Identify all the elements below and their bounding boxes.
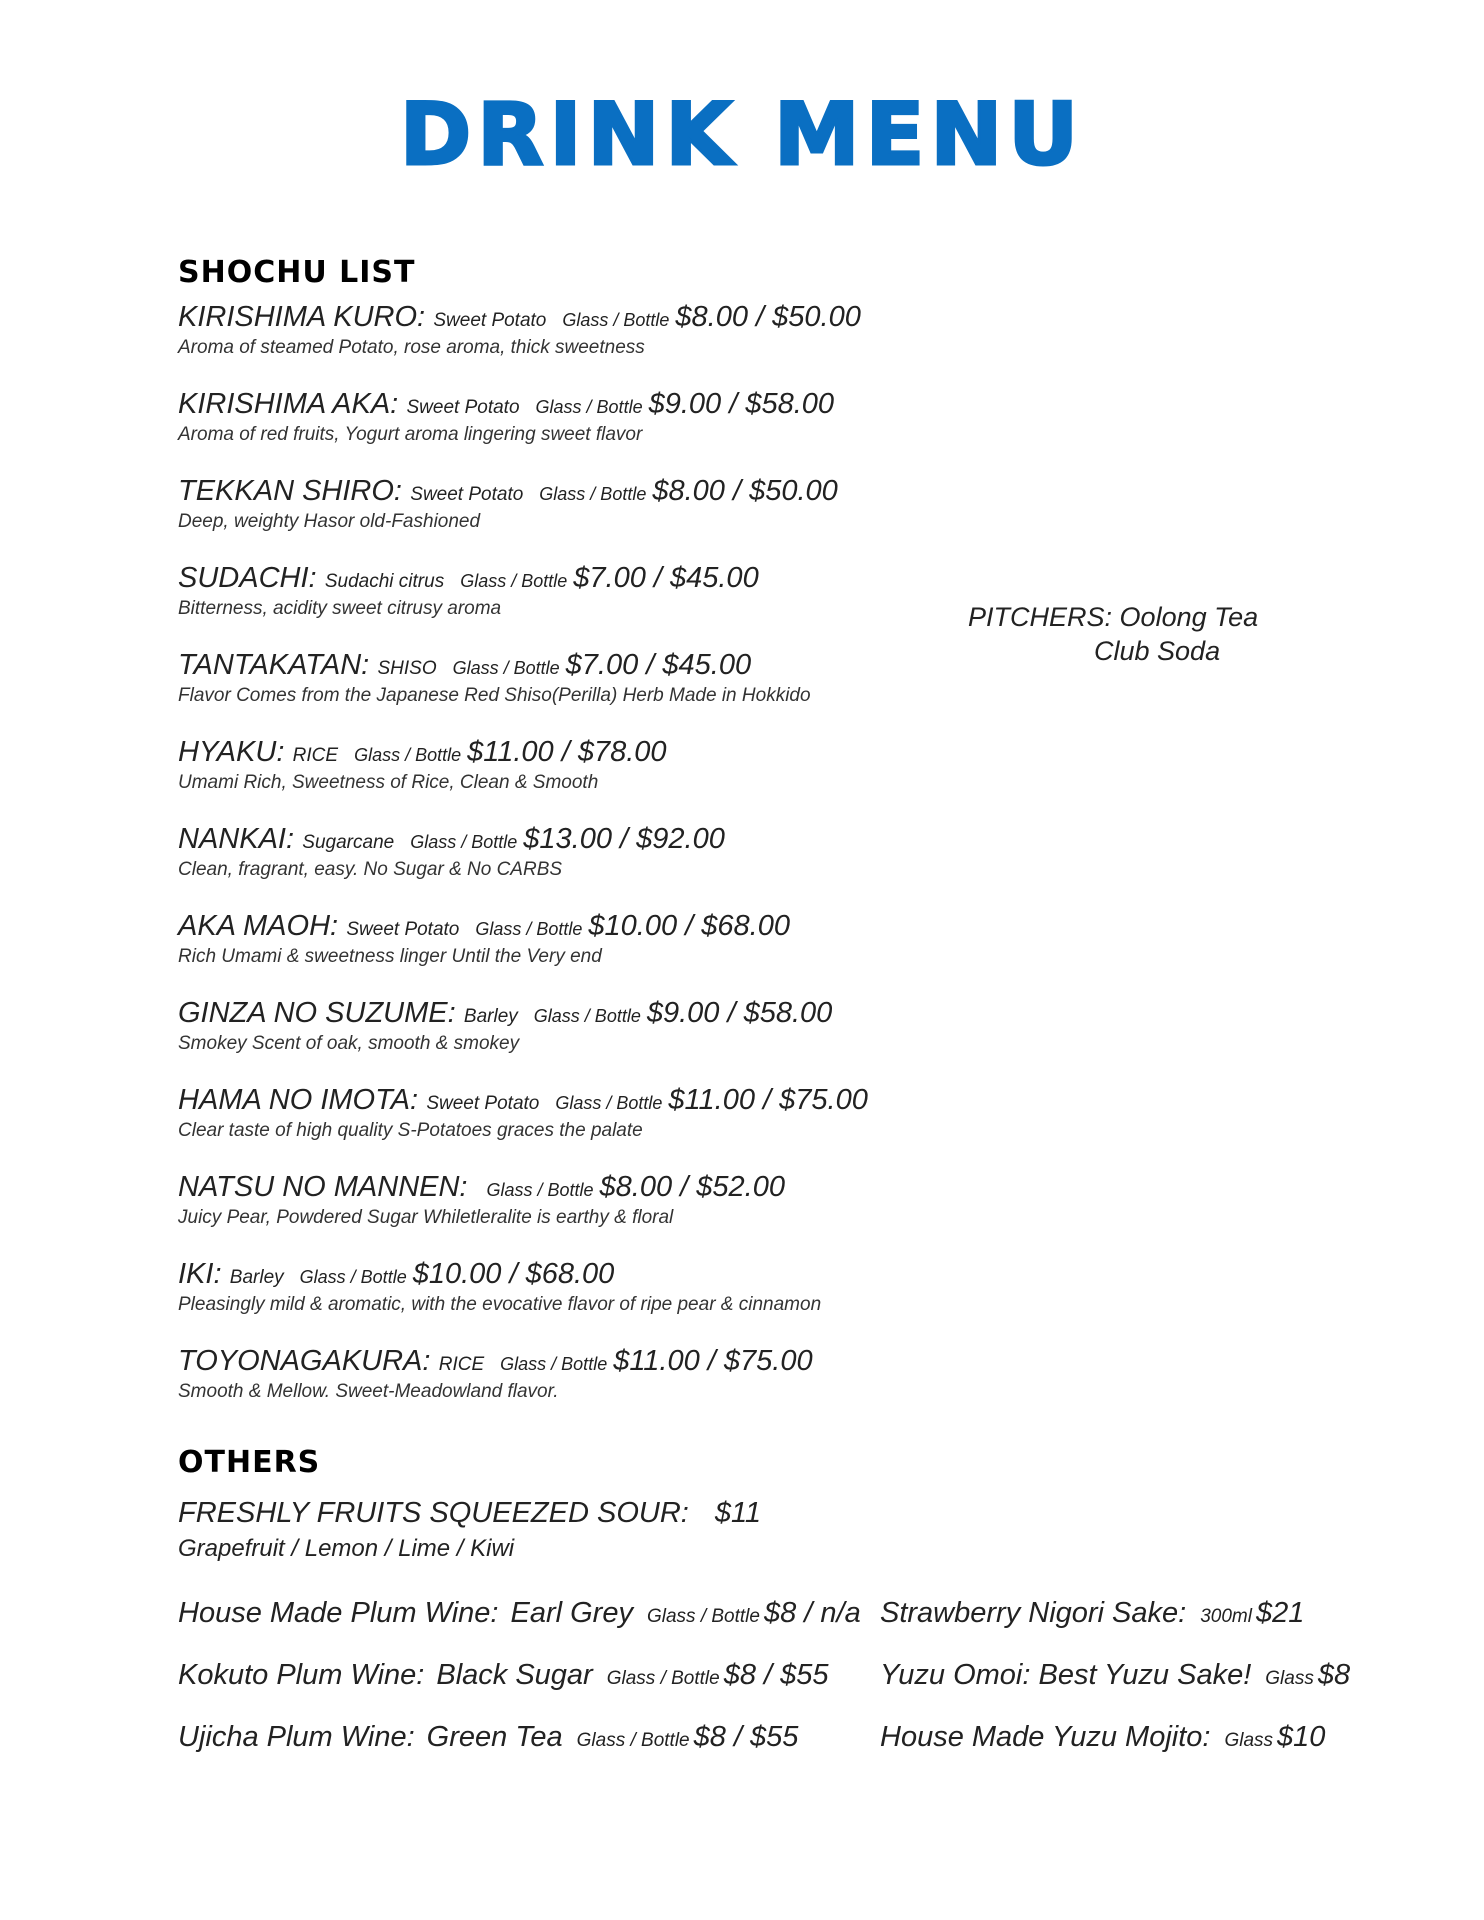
sake-item: [880, 1596, 1304, 1635]
shochu-item-line: [178, 476, 978, 511]
glass-bottle-label: Glass / Bottle: [562, 310, 670, 330]
plum-wine-name: Kokuto Plum Wine:: [178, 1659, 425, 1691]
shochu-description: Aroma of steamed Potato, rose aroma, thick sweetness: [178, 337, 645, 358]
glass-bottle-label: Glass / Bottle: [535, 397, 643, 417]
pitchers-club-soda: Club Soda: [1094, 636, 1221, 666]
shochu-price: $9.00 / $58.00: [646, 997, 833, 1029]
glass-bottle-label: Glass / Bottle: [460, 571, 568, 591]
shochu-item-line: [178, 911, 978, 946]
shochu-item: [178, 1346, 978, 1433]
shochu-item: [178, 737, 978, 824]
shochu-name: TEKKAN SHIRO:: [178, 475, 402, 507]
sake-size: Glass: [1224, 1730, 1274, 1751]
shochu-base: Sugarcane: [297, 832, 395, 853]
plum-wine-name: Ujicha Plum Wine:: [178, 1721, 415, 1753]
plum-wine-item: [178, 1658, 829, 1697]
shochu-base: Sweet Potato: [421, 1093, 540, 1114]
shochu-item: [178, 998, 978, 1085]
shochu-base: Barley: [224, 1267, 284, 1288]
shochu-price: $10.00 / $68.00: [588, 910, 790, 942]
sour-item: [178, 1496, 761, 1535]
shochu-description: Aroma of red fruits, Yogurt aroma lingering sweet flavor: [178, 424, 643, 445]
glass-bottle-label: Glass / Bottle: [533, 1006, 641, 1026]
sake-name: House Made Yuzu Mojito:: [880, 1721, 1211, 1753]
others-heading: OTHERS: [178, 1445, 321, 1480]
shochu-item: [178, 1172, 978, 1259]
plum-wine-flavor: Earl Grey: [510, 1597, 633, 1629]
shochu-base: RICE: [287, 745, 339, 766]
plum-wine-name: House Made Plum Wine:: [178, 1597, 499, 1629]
shochu-price: $8.00 / $50.00: [675, 301, 861, 333]
shochu-item: [178, 1085, 978, 1172]
glass-bottle-label: Glass / Bottle: [539, 484, 647, 504]
shochu-description: Umami Rich, Sweetness of Rice, Clean & Smooth: [178, 772, 599, 793]
pitchers-oolong: Oolong Tea: [1119, 602, 1259, 632]
plum-wine-flavor: Black Sugar: [436, 1659, 593, 1691]
shochu-base: SHISO: [372, 658, 437, 679]
shochu-price: $9.00 / $58.00: [648, 388, 835, 420]
shochu-item: [178, 1259, 978, 1346]
shochu-item: [178, 302, 978, 389]
shochu-item-line: [178, 737, 978, 772]
page-title: DRINK MENU: [399, 85, 1085, 185]
shochu-price: $10.00 / $68.00: [412, 1258, 615, 1290]
shochu-name: SUDACHI:: [178, 562, 317, 594]
shochu-price: $7.00 / $45.00: [573, 562, 759, 594]
shochu-item: [178, 476, 978, 563]
shochu-item: [178, 824, 978, 911]
shochu-item-line: [178, 998, 978, 1033]
shochu-base: Sudachi citrus: [319, 571, 445, 592]
shochu-base: RICE: [433, 1354, 485, 1375]
sour-flavors: Grapefruit / Lemon / Lime / Kiwi: [178, 1535, 515, 1562]
sour-price: $11: [714, 1497, 762, 1529]
glass-bottle-label: Glass / Bottle: [606, 1668, 720, 1689]
sake-name: Strawberry Nigori Sake:: [880, 1597, 1187, 1629]
shochu-description: Deep, weighty Hasor old-Fashioned: [178, 511, 481, 532]
shochu-item: [178, 389, 978, 476]
shochu-base: Sweet Potato: [428, 310, 547, 331]
shochu-price: $11.00 / $75.00: [613, 1345, 813, 1377]
shochu-name: IKI:: [178, 1258, 222, 1290]
glass-bottle-label: Glass / Bottle: [299, 1267, 407, 1287]
shochu-description: Clean, fragrant, easy. No Sugar & No CARBS: [178, 859, 563, 880]
sake-item: [880, 1658, 1350, 1697]
shochu-base: Barley: [458, 1006, 518, 1027]
shochu-item-line: [178, 563, 978, 598]
shochu-description: Smooth & Mellow. Sweet-Meadowland flavor.: [178, 1381, 559, 1402]
plum-wine-item: [178, 1596, 861, 1635]
pitchers: [968, 600, 1258, 668]
sour-name: FRESHLY FRUITS SQUEEZED SOUR:: [178, 1497, 689, 1529]
shochu-name: TANTAKATAN:: [178, 649, 370, 681]
glass-bottle-label: Glass / Bottle: [452, 658, 560, 678]
plum-wine-flavor: Green Tea: [426, 1721, 563, 1753]
glass-bottle-label: Glass / Bottle: [646, 1606, 760, 1627]
shochu-item-line: [178, 824, 978, 859]
shochu-item-line: [178, 1085, 978, 1120]
sake-price: $8: [1317, 1659, 1351, 1691]
shochu-name: NATSU NO MANNEN:: [178, 1171, 468, 1203]
shochu-item: [178, 650, 978, 737]
shochu-description: Flavor Comes from the Japanese Red Shiso(Perilla) Herb Made in Hokkido: [178, 685, 811, 706]
glass-bottle-label: Glass / Bottle: [486, 1180, 594, 1200]
shochu-name: KIRISHIMA AKA:: [178, 388, 399, 420]
shochu-item-line: [178, 1259, 978, 1294]
shochu-name: NANKAI:: [178, 823, 295, 855]
shochu-description: Smokey Scent of oak, smooth & smokey: [178, 1033, 520, 1054]
shochu-list: [178, 302, 978, 1433]
shochu-price: $11.00 / $78.00: [467, 736, 667, 768]
glass-bottle-label: Glass / Bottle: [576, 1730, 690, 1751]
glass-bottle-label: Glass / Bottle: [410, 832, 518, 852]
plum-wine-item: [178, 1720, 798, 1759]
plum-wine-price: $8 / n/a: [763, 1597, 861, 1629]
glass-bottle-label: Glass / Bottle: [354, 745, 462, 765]
shochu-description: Rich Umami & sweetness linger Until the Very end: [178, 946, 602, 967]
shochu-item-line: [178, 302, 978, 337]
glass-bottle-label: Glass / Bottle: [500, 1354, 608, 1374]
shochu-description: Bitterness, acidity sweet citrusy aroma: [178, 598, 502, 619]
sake-price: $10: [1277, 1721, 1326, 1753]
shochu-name: HYAKU:: [178, 736, 285, 768]
sake-size: Glass: [1265, 1668, 1314, 1689]
glass-bottle-label: Glass / Bottle: [555, 1093, 663, 1113]
shochu-description: Juicy Pear, Powdered Sugar Whiletleralite is earthy & floral: [178, 1207, 674, 1228]
shochu-description: Pleasingly mild & aromatic, with the evocative flavor of ripe pear & cinnamon: [178, 1294, 822, 1315]
shochu-price: $8.00 / $50.00: [652, 475, 838, 507]
glass-bottle-label: Glass / Bottle: [475, 919, 583, 939]
shochu-item-line: [178, 1172, 978, 1207]
shochu-item-line: [178, 650, 978, 685]
shochu-base: Sweet Potato: [401, 397, 520, 418]
shochu-price: $11.00 / $75.00: [668, 1084, 868, 1116]
shochu-description: Clear taste of high quality S-Potatoes graces the palate: [178, 1120, 643, 1141]
shochu-heading: SHOCHU LIST: [178, 255, 416, 290]
sake-name: Yuzu Omoi: Best Yuzu Sake!: [880, 1659, 1252, 1691]
shochu-base: Sweet Potato: [341, 919, 460, 940]
sake-price: $21: [1255, 1597, 1305, 1629]
shochu-price: $8.00 / $52.00: [599, 1171, 785, 1203]
shochu-price: $13.00 / $92.00: [523, 823, 725, 855]
shochu-name: TOYONAGAKURA:: [178, 1345, 431, 1377]
shochu-name: KIRISHIMA KURO:: [178, 301, 426, 333]
plum-wine-price: $8 / $55: [723, 1659, 829, 1691]
shochu-item-line: [178, 1346, 978, 1381]
shochu-item: [178, 911, 978, 998]
shochu-name: AKA MAOH:: [178, 910, 339, 942]
sake-size: 300ml: [1200, 1606, 1252, 1627]
shochu-item-line: [178, 389, 978, 424]
shochu-name: HAMA NO IMOTA:: [178, 1084, 419, 1116]
sake-item: [880, 1720, 1325, 1759]
shochu-base: Sweet Potato: [405, 484, 524, 505]
pitchers-label: PITCHERS:: [968, 602, 1113, 632]
shochu-price: $7.00 / $45.00: [565, 649, 752, 681]
shochu-name: GINZA NO SUZUME:: [178, 997, 456, 1029]
plum-wine-price: $8 / $55: [693, 1721, 799, 1753]
shochu-item: [178, 563, 978, 650]
